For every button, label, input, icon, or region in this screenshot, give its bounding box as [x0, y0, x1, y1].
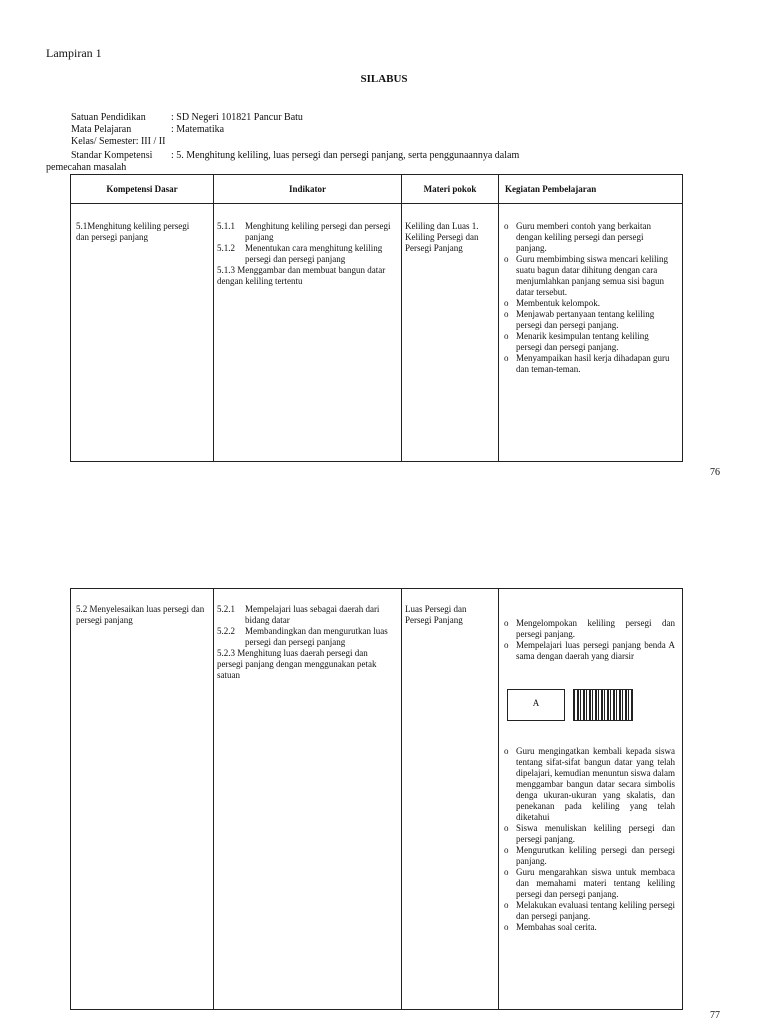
- shaded-area-figure: [573, 689, 633, 721]
- page-number: 76: [710, 467, 720, 478]
- kegiatan-item: o Guru mengingatkan kembali kepada siswa tentang sifat-sifat bangun datar yang telah dipelajari, kemudian menuntun siswa dalam menggambar bangun datar secara simbolis denga ukuran-ukuran yang skalatis, dan penekanan pada keliling yang telah diketahui: [503, 746, 675, 823]
- indikator-item: 5.2.1 Mempelajari luas sebagai daerah dari bidang datar: [217, 604, 380, 625]
- meta-mapel-label: Mata Pelajaran: [71, 124, 132, 135]
- header-kegiatan: Kegiatan Pembelajaran: [505, 184, 597, 194]
- syllabus-table-1: [70, 174, 683, 462]
- kegiatan-item: o Melakukan evaluasi tentang keliling persegi dan persegi panjang.: [503, 900, 675, 922]
- kegiatan-item: o Mengelompokan keliling persegi dan persegi panjang.: [503, 618, 675, 640]
- indikator-item: 5.2.3 Menghitung luas daerah persegi dan persegi panjang dengan menggunakan petak satuan: [217, 648, 377, 680]
- kegiatan-item: o Guru memberi contoh yang berkaitan dengan keliling persegi dan persegi panjang.: [503, 221, 675, 254]
- header-indikator: Indikator: [288, 184, 326, 194]
- meta-sk-continued: pemecahan masalah: [46, 162, 127, 173]
- meta-sk-label: Standar Kompetensi: [71, 150, 153, 161]
- kegiatan-list-1: [503, 221, 675, 375]
- meta-satuan-value: : SD Negeri 101821 Pancur Batu: [171, 112, 303, 123]
- meta-kelas: Kelas/ Semester: III / II: [71, 136, 166, 147]
- materi-1: Keliling dan Luas 1. Keliling Persegi dan Persegi Panjang: [405, 221, 479, 253]
- meta-mapel: [71, 124, 224, 135]
- kegiatan-item: o Menyampaikan hasil kerja dihadapan guru dan teman-teman.: [503, 353, 675, 375]
- meta-sk: [71, 150, 519, 161]
- kegiatan-item: o Mempelajari luas persegi panjang benda A sama dengan daerah yang diarsir: [503, 640, 675, 662]
- kegiatan-item: o Membahas soal cerita.: [503, 922, 675, 933]
- indikator-item: 5.1.1 Menghitung keliling persegi dan persegi panjang: [217, 221, 391, 242]
- kd-5-1: 5.1Menghitung keliling persegi dan persegi panjang: [76, 221, 190, 242]
- kegiatan-item: o Guru mengarahkan siswa untuk membaca dan memahami materi tentang keliling persegi dan persegi panjang.: [503, 867, 675, 900]
- kd-5-2: 5.2 Menyelesaikan luas persegi dan persegi panjang: [76, 604, 205, 625]
- meta-satuan-label: Satuan Pendidikan: [71, 112, 146, 123]
- meta-sk-value: : 5. Menghitung keliling, luas persegi dan persegi panjang, serta penggunaannya dalam: [171, 150, 520, 161]
- syllabus-table-2: [70, 588, 683, 1010]
- kegiatan-item: o Mengurutkan keliling persegi dan persegi panjang.: [503, 845, 675, 867]
- header-kompetensi-dasar: Kompetensi Dasar: [106, 184, 178, 194]
- page-number: 77: [710, 1010, 720, 1021]
- meta-satuan: [71, 112, 303, 123]
- kegiatan-item: o Guru membimbing siswa mencari keliling suatu bagun datar dihitung dengan cara menjumlahkan panjang semua sisi bagun datar tersebut.: [503, 254, 675, 298]
- indikator-item: 5.1.2 Menentukan cara menghitung keliling persegi dan persegi panjang: [217, 243, 383, 264]
- lampiran-label: Lampiran 1: [46, 46, 102, 60]
- indikator-list-2: [217, 604, 395, 681]
- kegiatan-item: o Siswa menuliskan keliling persegi dan persegi panjang.: [503, 823, 675, 845]
- indikator-item: 5.2.2 Membandingkan dan mengurutkan luas persegi dan persegi panjang: [217, 626, 388, 647]
- kegiatan-list-2b: [503, 746, 675, 933]
- figure-box-a: A: [507, 689, 565, 721]
- indikator-item: 5.1.3 Menggambar dan membuat bangun datar dengan keliling tertentu: [217, 265, 386, 286]
- kegiatan-item: o Membentuk kelompok.: [503, 298, 675, 309]
- indikator-list-1: [217, 221, 395, 287]
- page-title: SILABUS: [360, 73, 408, 85]
- meta-mapel-value: : Matematika: [171, 124, 225, 135]
- kegiatan-list-2a: [503, 618, 675, 662]
- materi-2: Luas Persegi dan Persegi Panjang: [405, 604, 467, 625]
- header-materi-pokok: Materi pokok: [423, 184, 477, 194]
- kegiatan-item: o Menjawab pertanyaan tentang keliling persegi dan persegi panjang.: [503, 309, 675, 331]
- kegiatan-item: o Menarik kesimpulan tentang keliling persegi dan persegi panjang.: [503, 331, 675, 353]
